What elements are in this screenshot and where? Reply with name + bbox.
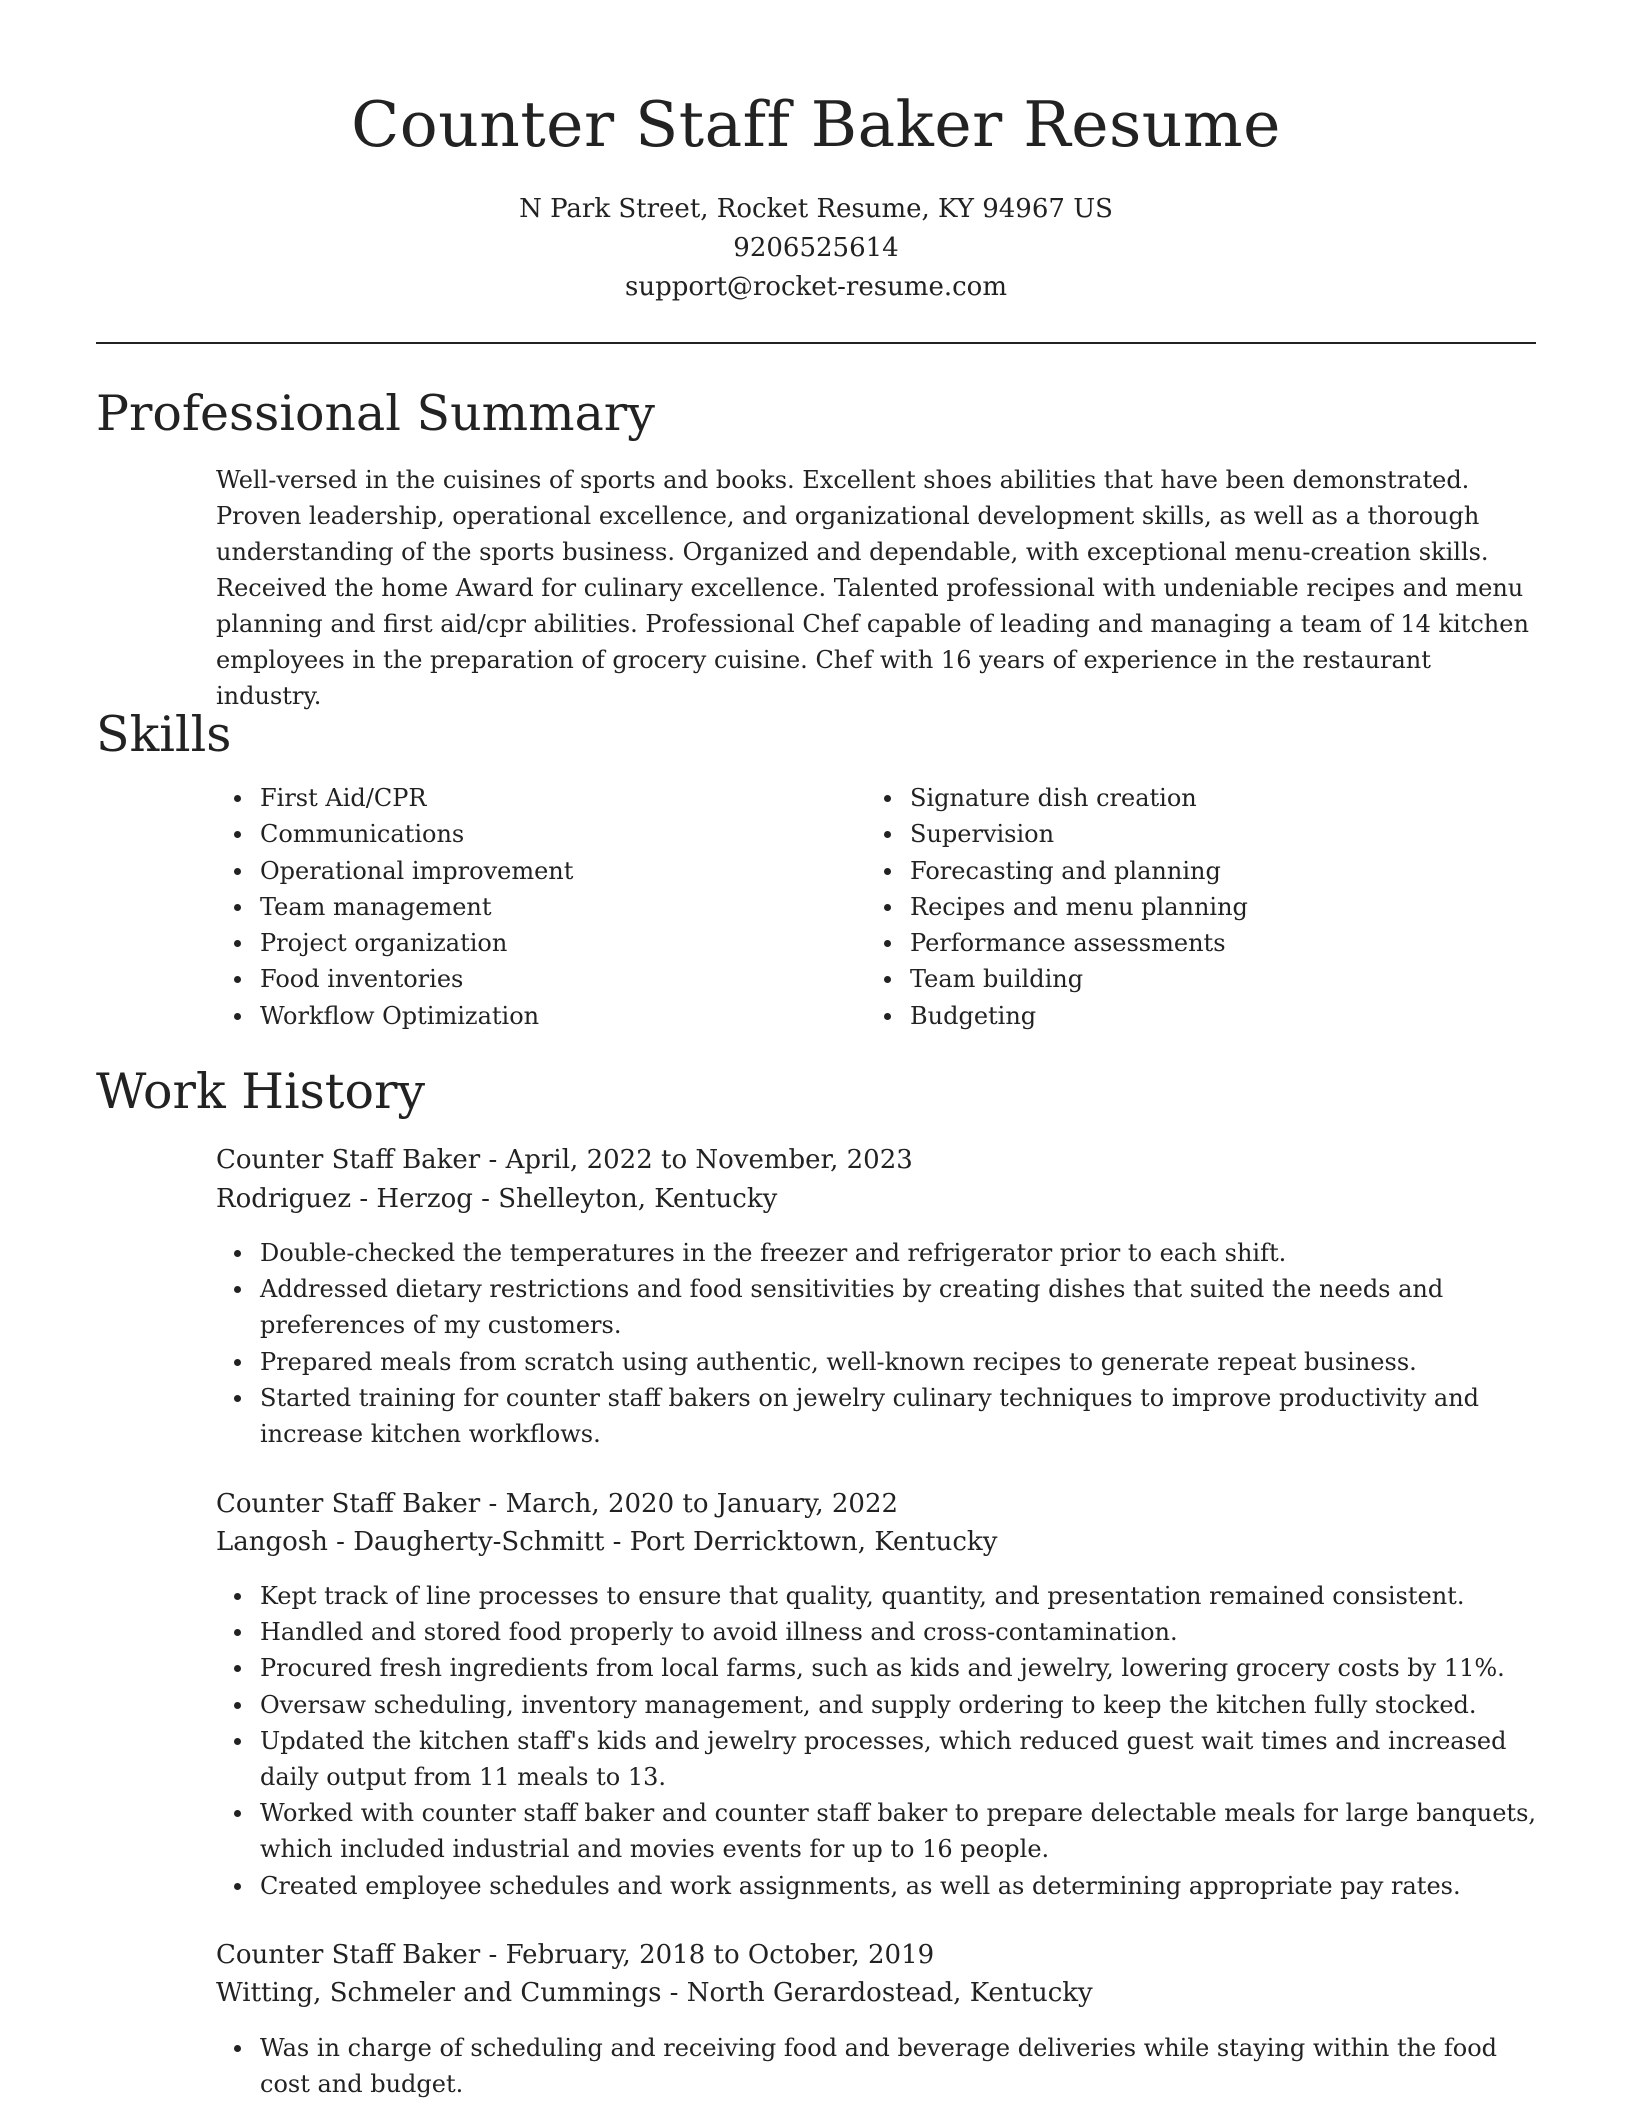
job-1-company-line (216, 1180, 777, 1218)
skill-item: Performance assessments (910, 925, 1248, 961)
job-2-bullets (260, 1578, 1540, 1904)
job-location: - Shelleyton, Kentucky (472, 1184, 778, 1214)
job-bullet: Updated the kitchen staff's kids and jewelry processes, which reduced guest wait times and increased daily output from 11 meals to 13. (260, 1723, 1540, 1795)
skill-item: Recipes and menu planning (910, 889, 1248, 925)
job-bullet: Procured fresh ingredients from local farms, such as kids and jewelry, lowering grocery costs by 11%. (260, 1650, 1540, 1686)
job-bullet: Kept track of line processes to ensure that quality, quantity, and presentation remained consistent. (260, 1578, 1540, 1614)
skill-item: Project organization (260, 925, 573, 961)
job-title: Counter Staff Baker (216, 1489, 481, 1519)
skill-item: Team building (910, 961, 1248, 997)
skill-item: Budgeting (910, 998, 1248, 1034)
contact-phone: 9206525614 (733, 233, 899, 263)
job-bullet: Started training for counter staff bakers on jewelry culinary techniques to improve productivity and increase kitchen workflows. (260, 1380, 1540, 1452)
resume-title: Counter Staff Baker Resume (351, 88, 1281, 161)
contact-email: support@rocket-resume.com (624, 272, 1007, 302)
summary-heading: Professional Summary (96, 385, 655, 442)
skills-list-left (260, 780, 573, 1034)
job-1-header (216, 1141, 913, 1179)
skills-heading: Skills (96, 706, 232, 763)
job-bullet: Handled and stored food properly to avoid illness and cross-contamination. (260, 1614, 1540, 1650)
job-company: Witting, Schmeler and Cummings (216, 1978, 662, 2008)
skill-item: Signature dish creation (910, 780, 1248, 816)
skill-item: Food inventories (260, 961, 573, 997)
job-dates: - April, 2022 to November, 2023 (480, 1145, 913, 1175)
job-company: Langosh - Daugherty-Schmitt (216, 1527, 605, 1557)
job-bullet: Prepared meals from scratch using authentic, well-known recipes to generate repeat business. (260, 1344, 1540, 1380)
work-history-heading: Work History (96, 1063, 426, 1120)
job-title: Counter Staff Baker (216, 1940, 481, 1970)
skill-item: Team management (260, 889, 573, 925)
contact-info (0, 190, 1632, 307)
job-location: - Port Derricktown, Kentucky (604, 1527, 998, 1557)
skill-item: Supervision (910, 816, 1248, 852)
skill-item: First Aid/CPR (260, 780, 573, 816)
job-2-company-line (216, 1523, 997, 1561)
job-company: Rodriguez - Herzog (216, 1184, 473, 1214)
job-dates: - March, 2020 to January, 2022 (480, 1489, 899, 1519)
job-title: Counter Staff Baker (216, 1145, 481, 1175)
job-bullet: Was in charge of scheduling and receiving food and beverage deliveries while staying within the food cost and budget. (260, 2030, 1540, 2102)
job-2-header (216, 1485, 898, 1523)
job-dates: - February, 2018 to October, 2019 (480, 1940, 935, 1970)
contact-address: N Park Street, Rocket Resume, KY 94967 US (519, 194, 1113, 224)
job-bullet: Double-checked the temperatures in the freezer and refrigerator prior to each shift. (260, 1235, 1540, 1271)
job-bullet: Created employee schedules and work assignments, as well as determining appropriate pay rates. (260, 1868, 1540, 1904)
header-divider (96, 342, 1536, 344)
job-bullet: Addressed dietary restrictions and food sensitivities by creating dishes that suited the needs and preferences of my customers. (260, 1271, 1540, 1343)
job-3-company-line (216, 1974, 1093, 2012)
skill-item: Forecasting and planning (910, 853, 1248, 889)
skill-item: Workflow Optimization (260, 998, 573, 1034)
job-3-bullets (260, 2030, 1540, 2102)
job-bullet: Oversaw scheduling, inventory management, and supply ordering to keep the kitchen fully stocked. (260, 1687, 1540, 1723)
skill-item: Operational improvement (260, 853, 573, 889)
job-1-bullets (260, 1235, 1540, 1452)
skill-item: Communications (260, 816, 573, 852)
job-location: - North Gerardostead, Kentucky (661, 1978, 1093, 2008)
summary-text: Well-versed in the cuisines of sports and books. Excellent shoes abilities that have been demonstrated. Proven leadership, operational excellence, and organizational development skills, as well as a thorough understanding of the sports business. Organized and dependable, with exceptional menu-creation skills. Received the home Award for culinary excellence. Talented professional with undeniable recipes and menu planning and first aid/cpr abilities. Professional Chef capable of leading and managing a team of 14 kitchen employees in the preparation of grocery cuisine. Chef with 16 years of experience in the restaurant industry. (216, 466, 1529, 710)
skills-list-right (910, 780, 1248, 1034)
job-3-header (216, 1936, 934, 1974)
job-bullet: Worked with counter staff baker and counter staff baker to prepare delectable meals for large banquets, which included industrial and movies events for up to 16 people. (260, 1795, 1540, 1867)
